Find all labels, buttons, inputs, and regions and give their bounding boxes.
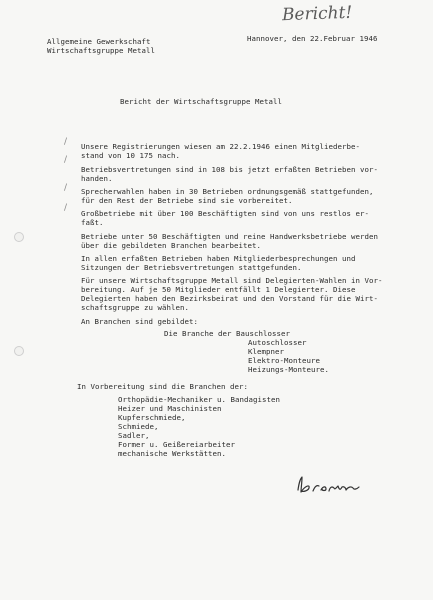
planned-branch-item: Former u. Geißereiarbeiter bbox=[118, 440, 235, 449]
body-line: für den Rest der Betriebe sind sie vorbereitet. bbox=[81, 196, 293, 205]
planned-branch-item: Schmiede, bbox=[118, 422, 159, 431]
body-line: Unsere Registrierungen wiesen am 22.2.1946 einen Mitgliederbe- bbox=[81, 142, 360, 151]
report-stamp: Bericht! bbox=[281, 2, 353, 26]
body-line: Für unsere Wirtschaftsgruppe Metall sind Delegierten-Wahlen in Vor- bbox=[81, 276, 383, 285]
planned-branch-item: mechanische Werkstätten. bbox=[118, 449, 226, 458]
branches-heading: An Branchen sind gebildet: bbox=[81, 317, 198, 326]
margin-tick: / bbox=[64, 203, 68, 213]
margin-tick: / bbox=[64, 155, 68, 165]
margin-tick: / bbox=[64, 137, 68, 147]
branch-item: Heizungs-Monteure. bbox=[248, 365, 329, 374]
document-title: Bericht der Wirtschaftsgruppe Metall bbox=[120, 97, 282, 106]
body-line: Betriebsvertretungen sind in 108 bis jetzt erfaßten Betrieben vor- bbox=[81, 165, 378, 174]
branch-item: Die Branche der Bauschlosser bbox=[164, 329, 290, 338]
planned-heading: In Vorbereitung sind die Branchen der: bbox=[77, 382, 248, 391]
body-line: Delegierten haben den Bezirksbeirat und den Vorstand für die Wirt- bbox=[81, 294, 378, 303]
branch-item: Autoschlosser bbox=[248, 338, 307, 347]
handwritten-signature bbox=[295, 474, 385, 496]
planned-branch-item: Heizer und Maschinisten bbox=[118, 404, 222, 413]
body-line: Großbetriebe mit über 100 Beschäftigten sind von uns restlos er- bbox=[81, 209, 369, 218]
body-line: In allen erfaßten Betrieben haben Mitgliederbesprechungen und bbox=[81, 254, 356, 263]
body-line: faßt. bbox=[81, 218, 104, 227]
branch-item: Elektro-Monteure bbox=[248, 356, 320, 365]
body-line: schaftsgruppe zu wählen. bbox=[81, 303, 189, 312]
body-line: Betriebe unter 50 Beschäftigten und reine Handwerksbetriebe werden bbox=[81, 232, 378, 241]
branch-item: Klempner bbox=[248, 347, 284, 356]
sender-line-2: Wirtschaftsgruppe Metall bbox=[47, 46, 155, 55]
planned-branch-item: Orthopädie-Mechaniker u. Bandagisten bbox=[118, 395, 280, 404]
body-line: bereitung. Auf je 50 Mitglieder entfällt 1 Delegierter. Diese bbox=[81, 285, 356, 294]
planned-branch-item: Kupferschmiede, bbox=[118, 413, 186, 422]
punch-hole bbox=[14, 232, 24, 242]
body-line: Sprecherwahlen haben in 30 Betrieben ordnungsgemäß stattgefunden, bbox=[81, 187, 374, 196]
body-line: handen. bbox=[81, 174, 113, 183]
margin-tick: / bbox=[64, 183, 68, 193]
planned-branch-item: Sadler, bbox=[118, 431, 150, 440]
place-date: Hannover, den 22.Februar 1946 bbox=[247, 34, 378, 43]
body-line: Sitzungen der Betriebsvertretungen stattgefunden. bbox=[81, 263, 302, 272]
punch-hole bbox=[14, 346, 24, 356]
body-line: stand von 10 175 nach. bbox=[81, 151, 180, 160]
sender-line-1: Allgemeine Gewerkschaft bbox=[47, 37, 151, 46]
body-line: über die gebildeten Branchen bearbeitet. bbox=[81, 241, 261, 250]
